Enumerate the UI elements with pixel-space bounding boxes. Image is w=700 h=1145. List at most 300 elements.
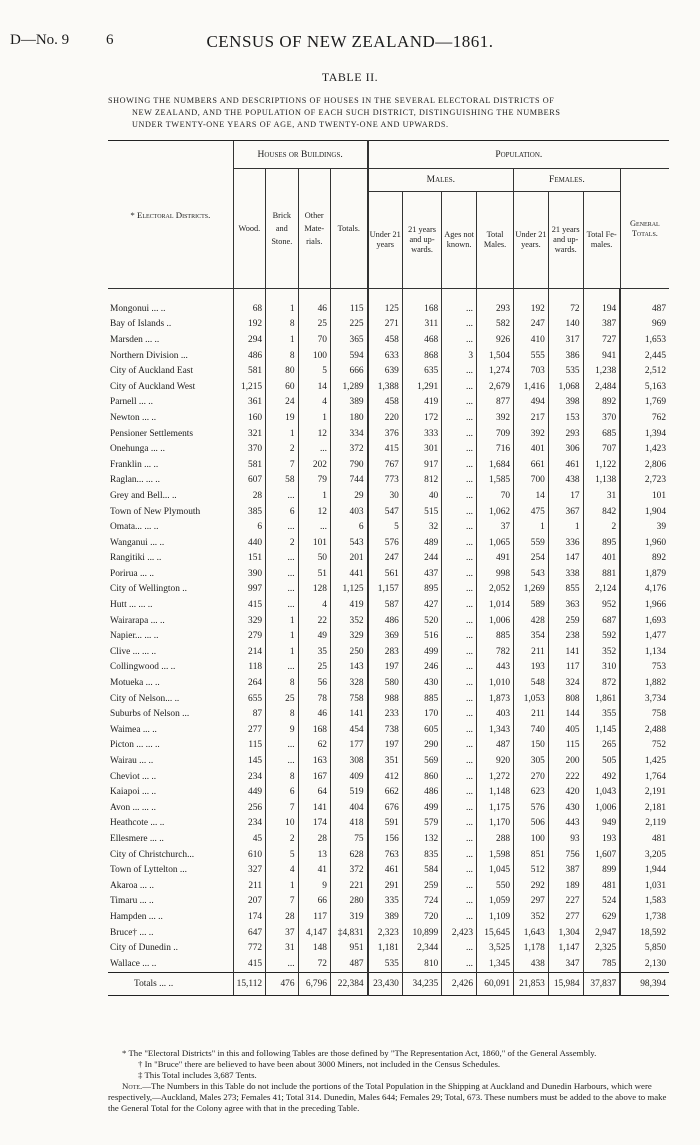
table-cell: 1,477 xyxy=(620,628,669,644)
table-cell: 454 xyxy=(330,722,367,738)
district-name-cell: City of Auckland West xyxy=(110,381,196,392)
table-cell: 2,488 xyxy=(620,722,669,738)
females-21-up-header: 21 years and up- wards. xyxy=(548,192,583,289)
table-cell: 367 xyxy=(548,504,583,520)
table-cell: ... xyxy=(442,379,477,395)
table-cell: 581 xyxy=(233,363,265,379)
table-cell: 475 xyxy=(514,504,549,520)
table-row xyxy=(108,816,669,832)
district-name-cell: Picton ... ... .. xyxy=(110,740,160,751)
table-row xyxy=(108,473,669,489)
table-row xyxy=(108,457,669,473)
page-header xyxy=(10,32,690,54)
table-cell: 2,947 xyxy=(583,925,620,941)
district-column-header: * Electoral Districts. xyxy=(108,141,233,289)
table-row xyxy=(108,426,669,442)
table-cell: 170 xyxy=(402,706,441,722)
table-cell: 28 xyxy=(298,831,330,847)
table-cell: 31 xyxy=(583,488,620,504)
table-cell: ... xyxy=(442,722,477,738)
table-cell: 115 xyxy=(548,738,583,754)
table-cell: 7 xyxy=(266,894,298,910)
district-name-cell: Timaru ... .. xyxy=(110,896,154,907)
table-cell: 3,525 xyxy=(477,940,514,956)
table-cell: 254 xyxy=(514,551,549,567)
table-cell: 461 xyxy=(368,862,403,878)
totals-cell: 37,837 xyxy=(583,972,620,995)
table-row xyxy=(108,488,669,504)
district-name-cell: City of Nelson... .. xyxy=(110,693,180,704)
table-cell: 37 xyxy=(266,925,298,941)
table-cell: 707 xyxy=(583,441,620,457)
table-cell: 6 xyxy=(233,519,265,535)
table-row xyxy=(108,894,669,910)
district-name-cell: Collingwood ... .. xyxy=(110,662,176,673)
table-cell: 352 xyxy=(330,613,367,629)
table-cell: 885 xyxy=(402,691,441,707)
table-cell: ... xyxy=(442,894,477,910)
table-cell: 50 xyxy=(298,551,330,567)
table-cell: 288 xyxy=(477,831,514,847)
table-cell: 2,423 xyxy=(442,925,477,941)
table-cell: 591 xyxy=(368,816,403,832)
table-cell: 582 xyxy=(477,317,514,333)
table-cell: 264 xyxy=(233,675,265,691)
table-cell: 12 xyxy=(298,426,330,442)
district-name-cell: Porirua ... .. xyxy=(110,568,155,579)
table-cell: 168 xyxy=(298,722,330,738)
table-cell: 1,289 xyxy=(330,379,367,395)
table-cell: 6 xyxy=(330,519,367,535)
table-body xyxy=(108,289,669,973)
table-cell: 18,592 xyxy=(620,925,669,941)
table-cell: 740 xyxy=(514,722,549,738)
table-cell: 271 xyxy=(368,317,403,333)
table-cell: 9 xyxy=(266,722,298,738)
table-cell: 1 xyxy=(266,878,298,894)
table-cell: 3 xyxy=(442,348,477,364)
table-cell: 576 xyxy=(514,800,549,816)
table-cell: 499 xyxy=(402,644,441,660)
table-cell: 494 xyxy=(514,395,549,411)
table-cell: 29 xyxy=(330,488,367,504)
table-cell: 7 xyxy=(266,800,298,816)
table-cell: 115 xyxy=(233,738,265,754)
table-row xyxy=(108,551,669,567)
caption-line-2: NEW ZEALAND, AND THE POPULATION OF EACH SUCH DISTRICT, DISTINGUISHING THE NUMBERS xyxy=(132,108,561,117)
table-cell: 1,274 xyxy=(477,363,514,379)
table-cell: 419 xyxy=(330,597,367,613)
table-cell: 279 xyxy=(233,628,265,644)
table-cell: 193 xyxy=(583,831,620,847)
table-cell: 727 xyxy=(583,332,620,348)
table-cell: 365 xyxy=(330,332,367,348)
table-cell: ... xyxy=(442,675,477,691)
table-cell: 25 xyxy=(298,660,330,676)
table-cell: 4 xyxy=(266,862,298,878)
table-cell: 141 xyxy=(548,644,583,660)
table-cell: 1,684 xyxy=(477,457,514,473)
table-cell: ... xyxy=(442,426,477,442)
totals-label: Totals ... .. xyxy=(108,972,233,995)
table-cell: 2,130 xyxy=(620,956,669,972)
footnote-bruce-miners: † In "Bruce" there are believed to have been about 3000 Miners, not included in the Census Schedules. xyxy=(138,1059,501,1069)
table-row xyxy=(108,753,669,769)
table-cell: 2 xyxy=(266,831,298,847)
table-row xyxy=(108,831,669,847)
table-cell: 2,679 xyxy=(477,379,514,395)
table-cell: 37 xyxy=(477,519,514,535)
table-cell: 1,388 xyxy=(368,379,403,395)
table-cell: 941 xyxy=(583,348,620,364)
table-cell: 305 xyxy=(514,753,549,769)
table-cell: 584 xyxy=(402,862,441,878)
general-totals-header: General Totals. xyxy=(620,169,669,289)
table-cell: 347 xyxy=(548,956,583,972)
table-cell: 703 xyxy=(514,363,549,379)
district-name-cell: Onehunga ... .. xyxy=(110,444,165,455)
table-cell: 217 xyxy=(514,410,549,426)
females-under-21-header: Under 21 years. xyxy=(514,192,549,289)
table-row xyxy=(108,613,669,629)
table-cell: 392 xyxy=(514,426,549,442)
table-cell: 1 xyxy=(266,332,298,348)
table-cell: 440 xyxy=(233,535,265,551)
table-cell: 292 xyxy=(514,878,549,894)
district-name-cell: City of Wellington .. xyxy=(110,584,187,595)
table-cell: 512 xyxy=(514,862,549,878)
table-cell: 785 xyxy=(583,956,620,972)
caption-line-1: SHOWING THE NUMBERS AND DESCRIPTIONS OF HOUSES IN THE SEVERAL ELECTORAL DISTRICTS OF xyxy=(108,96,555,105)
table-cell: 311 xyxy=(402,317,441,333)
table-cell: 2,484 xyxy=(583,379,620,395)
table-cell: 1,062 xyxy=(477,504,514,520)
table-cell: 8 xyxy=(266,769,298,785)
table-cell: 763 xyxy=(368,847,403,863)
table-cell: 211 xyxy=(514,644,549,660)
table-cell: 277 xyxy=(233,722,265,738)
table-cell: ... xyxy=(442,800,477,816)
table-cell: 1 xyxy=(266,644,298,660)
table-cell: 387 xyxy=(583,317,620,333)
table-cell: 5,850 xyxy=(620,940,669,956)
table-cell: 441 xyxy=(330,566,367,582)
totals-cell: 15,112 xyxy=(233,972,265,995)
table-cell: 192 xyxy=(514,301,549,317)
table-cell: ... xyxy=(442,519,477,535)
district-name-cell: Raglan... ... .. xyxy=(110,475,160,486)
district-name-cell: Wanganui ... .. xyxy=(110,537,165,548)
table-cell: ... xyxy=(442,909,477,925)
footnotes xyxy=(108,1048,670,1114)
table-cell: 1,010 xyxy=(477,675,514,691)
table-cell: 738 xyxy=(368,722,403,738)
table-cell: 872 xyxy=(583,675,620,691)
table-cell: 15,645 xyxy=(477,925,514,941)
table-cell: 412 xyxy=(368,769,403,785)
table-cell: ... xyxy=(442,644,477,660)
table-cell: 481 xyxy=(583,878,620,894)
table-row xyxy=(108,660,669,676)
table-cell: 561 xyxy=(368,566,403,582)
table-cell: 430 xyxy=(548,800,583,816)
district-name-cell: Hutt ... ... .. xyxy=(110,600,153,611)
table-cell: 720 xyxy=(402,909,441,925)
table-cell: 3,734 xyxy=(620,691,669,707)
other-materials-header: Other Mate- rials. xyxy=(298,169,330,289)
table-cell: 920 xyxy=(477,753,514,769)
table-cell: 1,147 xyxy=(548,940,583,956)
table-cell: 46 xyxy=(298,301,330,317)
table-cell: 376 xyxy=(368,426,403,442)
district-name-cell: Rangitiki ... .. xyxy=(110,553,162,564)
table-cell: 2,191 xyxy=(620,784,669,800)
table-cell: 3,205 xyxy=(620,847,669,863)
males-under-21-header: Under 21 years xyxy=(368,192,403,289)
spacer-row xyxy=(108,289,669,302)
table-row xyxy=(108,784,669,800)
district-name-cell: Clive ... ... .. xyxy=(110,646,157,657)
table-cell: 118 xyxy=(233,660,265,676)
table-row xyxy=(108,395,669,411)
table-cell: 487 xyxy=(620,301,669,317)
table-cell: 420 xyxy=(548,784,583,800)
district-name-cell: Town of Lyttelton ... xyxy=(110,865,187,876)
table-cell: ... xyxy=(442,457,477,473)
district-name-cell: City of Auckland East xyxy=(110,366,194,377)
table-cell: 1,966 xyxy=(620,597,669,613)
table-row xyxy=(108,566,669,582)
district-name-cell: Motueka ... .. xyxy=(110,678,160,689)
table-cell: 1,423 xyxy=(620,441,669,457)
table-cell: 372 xyxy=(330,441,367,457)
totals-cell: 34,235 xyxy=(402,972,441,995)
table-row xyxy=(108,769,669,785)
table-cell: 773 xyxy=(368,473,403,489)
totals-cell: 15,984 xyxy=(548,972,583,995)
table-cell: 486 xyxy=(368,613,403,629)
table-cell: 234 xyxy=(233,769,265,785)
district-name-cell: Marsden ... .. xyxy=(110,334,160,345)
table-cell: 1,304 xyxy=(548,925,583,941)
table-cell: 1,583 xyxy=(620,894,669,910)
table-row xyxy=(108,925,669,941)
table-cell: 716 xyxy=(477,441,514,457)
table-cell: 1,764 xyxy=(620,769,669,785)
table-cell: 25 xyxy=(298,317,330,333)
table-cell: 2,181 xyxy=(620,800,669,816)
table-cell: 8 xyxy=(266,317,298,333)
table-cell: 403 xyxy=(330,504,367,520)
table-cell: 79 xyxy=(298,473,330,489)
table-cell: 1,738 xyxy=(620,909,669,925)
table-cell: 78 xyxy=(298,691,330,707)
table-cell: 535 xyxy=(368,956,403,972)
table-cell: 449 xyxy=(233,784,265,800)
table-cell: 329 xyxy=(330,628,367,644)
table-cell: 543 xyxy=(330,535,367,551)
table-cell: 997 xyxy=(233,582,265,598)
table-cell: 28 xyxy=(233,488,265,504)
table-cell: 14 xyxy=(298,379,330,395)
table-cell: ... xyxy=(442,831,477,847)
table-cell: 259 xyxy=(548,613,583,629)
table-row xyxy=(108,862,669,878)
table-cell: 1,861 xyxy=(583,691,620,707)
table-row xyxy=(108,535,669,551)
table-cell: 438 xyxy=(548,473,583,489)
table-cell: ... xyxy=(442,738,477,754)
table-cell: 443 xyxy=(477,660,514,676)
table-cell: 587 xyxy=(368,597,403,613)
district-name-cell: Newton ... .. xyxy=(110,412,157,423)
table-cell: 842 xyxy=(583,504,620,520)
district-name-cell: Pensioner Settlements xyxy=(110,428,194,439)
females-group-header: Females. xyxy=(514,169,621,192)
table-cell: 8 xyxy=(266,348,298,364)
table-cell: 639 xyxy=(368,363,403,379)
table-row xyxy=(108,722,669,738)
table-cell: 486 xyxy=(233,348,265,364)
table-cell: 415 xyxy=(368,441,403,457)
table-number: TABLE II. xyxy=(321,70,379,84)
table-cell: 492 xyxy=(583,769,620,785)
table-cell: 222 xyxy=(548,769,583,785)
table-cell: 468 xyxy=(402,332,441,348)
table-cell: 100 xyxy=(514,831,549,847)
table-cell: 458 xyxy=(368,395,403,411)
table-cell: 220 xyxy=(368,410,403,426)
table-cell: 277 xyxy=(548,909,583,925)
table-cell: 1,944 xyxy=(620,862,669,878)
table-cell: ... xyxy=(266,566,298,582)
table-cell: 1,769 xyxy=(620,395,669,411)
table-cell: 5,163 xyxy=(620,379,669,395)
table-cell: 192 xyxy=(233,317,265,333)
table-cell: 354 xyxy=(514,628,549,644)
table-cell: 370 xyxy=(233,441,265,457)
district-name-cell: Napier... ... .. xyxy=(110,631,159,642)
table-cell: 101 xyxy=(298,535,330,551)
table-cell: 515 xyxy=(402,504,441,520)
table-cell: 1,882 xyxy=(620,675,669,691)
table-cell: 1,148 xyxy=(477,784,514,800)
table-row xyxy=(108,441,669,457)
table-cell: 635 xyxy=(402,363,441,379)
table-cell: 655 xyxy=(233,691,265,707)
table-row xyxy=(108,847,669,863)
district-name-cell: Suburbs of Nelson ... xyxy=(110,709,190,720)
table-cell: 41 xyxy=(298,862,330,878)
table-cell: 328 xyxy=(330,675,367,691)
table-cell: 1,014 xyxy=(477,597,514,613)
table-cell: 419 xyxy=(402,395,441,411)
table-cell: 2,325 xyxy=(583,940,620,956)
table-cell: ... xyxy=(442,769,477,785)
table-cell: 917 xyxy=(402,457,441,473)
totals-cell: 21,853 xyxy=(514,972,549,995)
table-cell: 390 xyxy=(233,566,265,582)
table-cell: 293 xyxy=(477,301,514,317)
table-cell: 486 xyxy=(402,784,441,800)
table-cell: ... xyxy=(442,597,477,613)
table-cell: 2,323 xyxy=(368,925,403,941)
table-row xyxy=(108,909,669,925)
table-cell: ... xyxy=(442,878,477,894)
district-name-cell: Avon ... ... .. xyxy=(110,802,156,813)
table-cell: 410 xyxy=(514,332,549,348)
table-cell: 62 xyxy=(298,738,330,754)
page-number: 6 xyxy=(106,32,114,48)
table-cell: 1,394 xyxy=(620,426,669,442)
table-cell: 174 xyxy=(298,816,330,832)
table-cell: 772 xyxy=(233,940,265,956)
table-cell: 30 xyxy=(368,488,403,504)
table-cell: 1,134 xyxy=(620,644,669,660)
table-cell: 207 xyxy=(233,894,265,910)
table-cell: 238 xyxy=(548,628,583,644)
table-cell: 1 xyxy=(514,519,549,535)
table-row xyxy=(108,410,669,426)
table-cell: 2,119 xyxy=(620,816,669,832)
table-row xyxy=(108,332,669,348)
table-row xyxy=(108,597,669,613)
table-cell: 177 xyxy=(330,738,367,754)
table-cell: 2 xyxy=(266,535,298,551)
table-cell: ... xyxy=(442,940,477,956)
table-cell: 156 xyxy=(368,831,403,847)
table-cell: 151 xyxy=(233,551,265,567)
table-cell: 547 xyxy=(368,504,403,520)
table-cell: 895 xyxy=(402,582,441,598)
table-cell: 437 xyxy=(402,566,441,582)
table-cell: 1,345 xyxy=(477,956,514,972)
table-cell: 404 xyxy=(330,800,367,816)
table-cell: 244 xyxy=(402,551,441,567)
table-cell: 66 xyxy=(298,894,330,910)
table-cell: 291 xyxy=(368,878,403,894)
table-cell: 70 xyxy=(477,488,514,504)
table-cell: ... xyxy=(442,753,477,769)
table-cell: 860 xyxy=(402,769,441,785)
table-cell: 969 xyxy=(620,317,669,333)
table-cell: 46 xyxy=(298,706,330,722)
table-cell: 1,607 xyxy=(583,847,620,863)
table-cell: 428 xyxy=(514,613,549,629)
table-cell: 1,879 xyxy=(620,566,669,582)
table-cell: 1 xyxy=(266,426,298,442)
table-cell: 592 xyxy=(583,628,620,644)
table-row xyxy=(108,363,669,379)
footnote-shipping-note: Note.—The Numbers in this Table do not include the portions of the Total Population in the Shipping at Auckland and Dunedin Harbours, which were respectively,—Auckland, Males 273; Females 41; Total 314. Dunedin, Males 644; Females 29; Total, 673. These numbers must be added to the above to make the General Total for the Colony agree with that in the preceding Table. xyxy=(108,1081,667,1113)
table-cell: ... xyxy=(442,691,477,707)
table-cell: 661 xyxy=(514,457,549,473)
table-cell: 1,291 xyxy=(402,379,441,395)
males-21-up-header: 21 years and up- wards. xyxy=(402,192,441,289)
table-cell: 214 xyxy=(233,644,265,660)
district-name-cell: Town of New Plymouth xyxy=(110,506,201,517)
table-cell: 1 xyxy=(298,410,330,426)
table-cell: 1,170 xyxy=(477,816,514,832)
table-row xyxy=(108,706,669,722)
table-cell: 189 xyxy=(548,878,583,894)
table-cell: ... xyxy=(442,504,477,520)
table-cell: 403 xyxy=(477,706,514,722)
table-cell: 351 xyxy=(368,753,403,769)
table-cell: 352 xyxy=(583,644,620,660)
table-cell: 607 xyxy=(233,473,265,489)
table-cell: 443 xyxy=(548,816,583,832)
